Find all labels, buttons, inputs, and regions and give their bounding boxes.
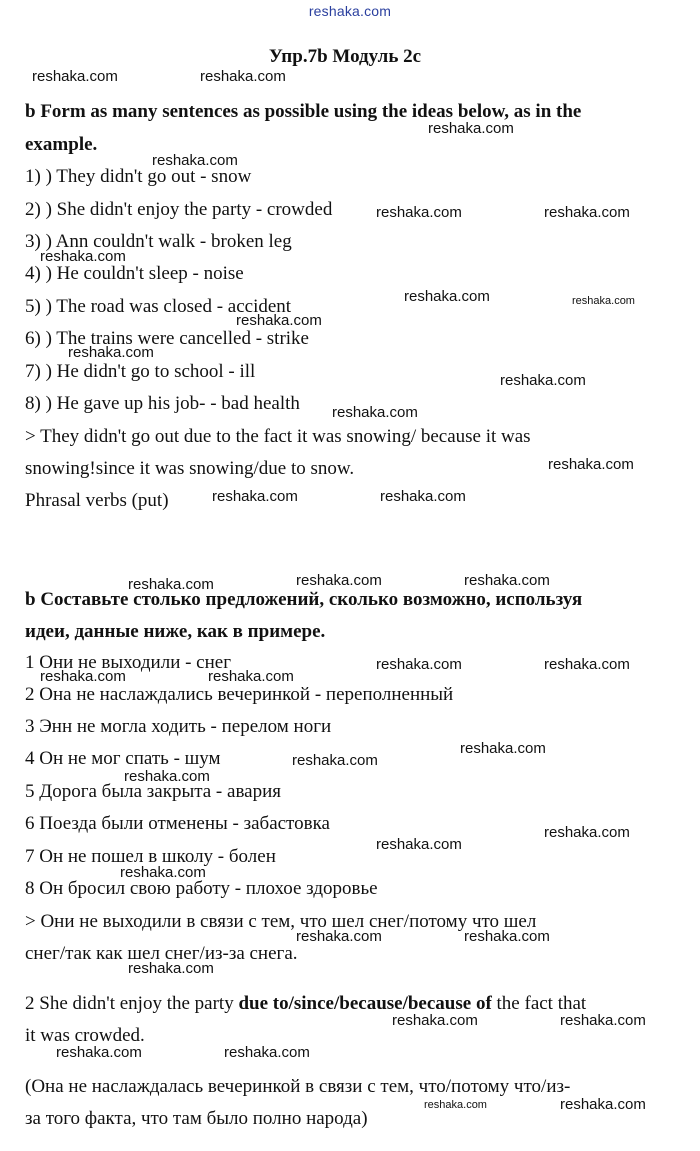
watermark: reshaka.com: [376, 836, 462, 853]
watermark: reshaka.com: [500, 372, 586, 389]
watermark: reshaka.com: [380, 488, 466, 505]
russian-task-line-1: b Составьте столько предложений, сколько возможно, используя: [25, 589, 583, 610]
english-example-line-1: > They didn't go out due to the fact it was snowing/ because it was: [25, 426, 531, 447]
russian-example-line-1: > Они не выходили в связи с тем, что шел снег/потому что шел: [25, 911, 537, 932]
watermark: reshaka.com: [332, 404, 418, 421]
watermark: reshaka.com: [548, 456, 634, 473]
answer-line-1-end: the fact that: [491, 993, 587, 1014]
watermark: reshaka.com: [404, 288, 490, 305]
english-item-5: 5) ) The road was closed - accident: [25, 296, 292, 317]
phrasal-verbs-label: Phrasal verbs (put): [25, 490, 169, 511]
watermark: reshaka.com: [32, 68, 118, 85]
watermark: reshaka.com: [128, 960, 214, 977]
watermark: reshaka.com: [544, 824, 630, 841]
watermark: reshaka.com: [560, 1012, 646, 1029]
watermark: reshaka.com: [68, 344, 154, 361]
watermark: reshaka.com: [212, 488, 298, 505]
watermark: reshaka.com: [200, 68, 286, 85]
english-item-3: 3) ) Ann couldn't walk - broken leg: [25, 231, 292, 252]
english-item-6: 6) ) The trains were cancelled - strike: [25, 328, 309, 349]
russian-item-4: 4 Он не мог спать - шум: [25, 748, 221, 769]
page-title: Упр.7b Модуль 2с: [268, 46, 422, 67]
russian-task-line-2: идеи, данные ниже, как в примере.: [25, 621, 326, 642]
russian-item-7: 7 Он не пошел в школу - болен: [25, 846, 276, 867]
english-task-line-1: b Form as many sentences as possible using the ideas below, as in the: [25, 101, 582, 122]
watermark: reshaka.com: [428, 120, 514, 137]
watermark: reshaka.com: [292, 752, 378, 769]
watermark: reshaka.com: [392, 1012, 478, 1029]
site-header-link[interactable]: reshaka.com: [308, 3, 392, 19]
english-item-7: 7) ) He didn't go to school - ill: [25, 361, 256, 382]
watermark: reshaka.com: [236, 312, 322, 329]
watermark: reshaka.com: [572, 295, 635, 307]
watermark: reshaka.com: [460, 740, 546, 757]
watermark: reshaka.com: [40, 668, 126, 685]
russian-item-6: 6 Поезда были отменены - забастовка: [25, 813, 330, 834]
english-item-8: 8) ) He gave up his job- - bad health: [25, 393, 300, 414]
english-example-line-2: snowing!since it was snowing/due to snow.: [25, 458, 355, 479]
watermark: reshaka.com: [152, 152, 238, 169]
russian-item-3: 3 Энн не могла ходить - перелом ноги: [25, 716, 332, 737]
english-item-1: 1) ) They didn't go out - snow: [25, 166, 252, 187]
english-task-line-2: example.: [25, 134, 98, 155]
answer-line-2: it was crowded.: [25, 1025, 145, 1046]
watermark: reshaka.com: [120, 864, 206, 881]
answer-conjunctions: due to/since/because/because of: [238, 993, 492, 1014]
watermark: reshaka.com: [376, 204, 462, 221]
watermark: reshaka.com: [40, 248, 126, 265]
watermark: reshaka.com: [376, 656, 462, 673]
russian-item-2: 2 Она не наслаждались вечеринкой - переполненный: [25, 684, 454, 705]
watermark: reshaka.com: [208, 668, 294, 685]
watermark: reshaka.com: [424, 1099, 487, 1111]
watermark: reshaka.com: [128, 576, 214, 593]
translation-line-2: за того факта, что там было полно народа): [25, 1108, 368, 1129]
watermark: reshaka.com: [296, 928, 382, 945]
watermark: reshaka.com: [544, 204, 630, 221]
watermark: reshaka.com: [544, 656, 630, 673]
watermark: reshaka.com: [296, 572, 382, 589]
english-item-4: 4) ) He couldn't sleep - noise: [25, 263, 244, 284]
watermark: reshaka.com: [56, 1044, 142, 1061]
russian-example-line-2: снег/так как шел снег/из-за снега.: [25, 943, 298, 964]
answer-line-1: [25, 993, 586, 1015]
watermark: reshaka.com: [560, 1096, 646, 1113]
watermark: reshaka.com: [464, 928, 550, 945]
watermark: reshaka.com: [464, 572, 550, 589]
watermark: reshaka.com: [124, 768, 210, 785]
translation-line-1: (Она не наслаждалась вечеринкой в связи с тем, что/потому что/из-: [25, 1076, 571, 1097]
russian-item-8: 8 Он бросил свою работу - плохое здоровье: [25, 878, 378, 899]
russian-item-1: 1 Они не выходили - снег: [25, 652, 232, 673]
english-item-2: 2) ) She didn't enjoy the party - crowded: [25, 199, 333, 220]
answer-line-1-start: 2 She didn't enjoy the party: [25, 993, 239, 1014]
russian-item-5: 5 Дорога была закрыта - авария: [25, 781, 282, 802]
watermark: reshaka.com: [224, 1044, 310, 1061]
